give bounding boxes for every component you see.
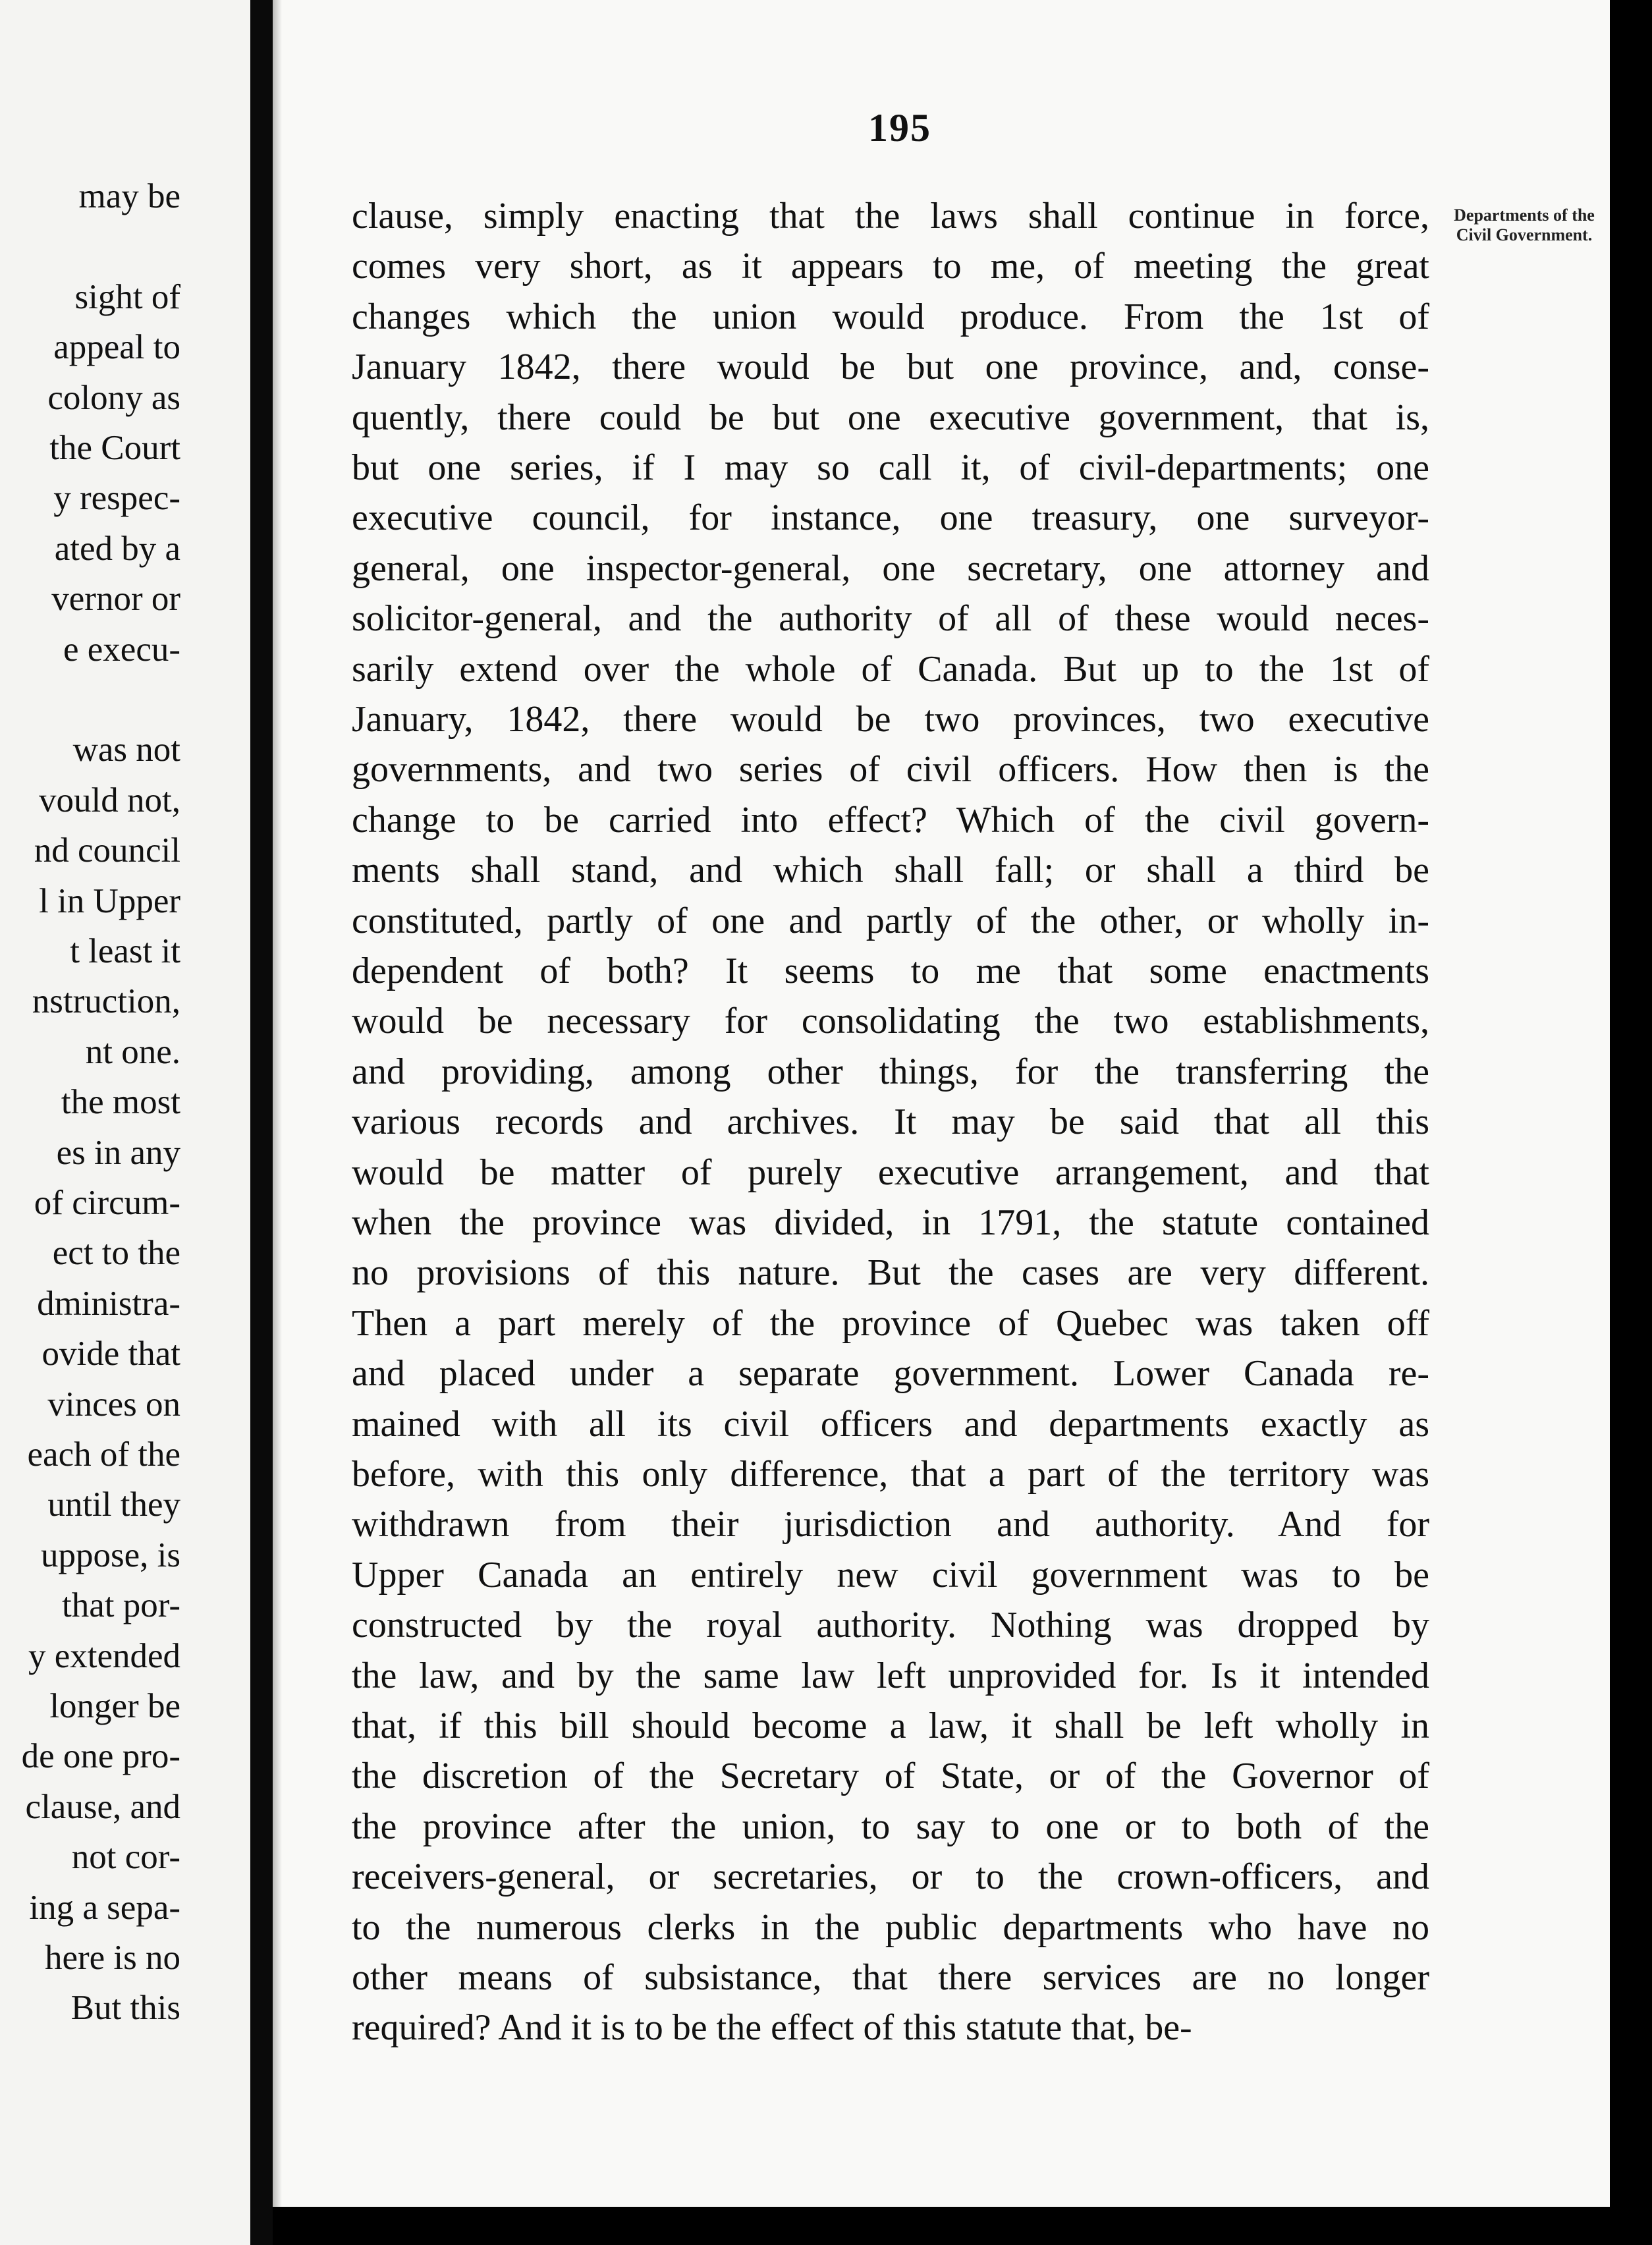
left-page-line: vould not, [39,781,180,819]
body-line: would be necessary for consolidating the two establishments, [352,1001,1429,1042]
left-page-line: until they [47,1485,180,1524]
body-line: constituted, partly of one and partly of the other, or wholly in- [352,900,1429,941]
left-page-line: l in Upper [39,881,180,920]
left-page-line: es in any [56,1133,180,1172]
left-page-line: the Court [49,429,180,467]
left-page-line: sight of [74,277,180,316]
body-line: ments shall stand, and which shall fall; or shall a third be [352,850,1429,891]
body-line: before, with this only difference, that a part of the territory was [352,1454,1429,1495]
body-line: sarily extend over the whole of Canada. But up to the 1st of [352,648,1429,690]
body-line: that, if this bill should become a law, it shall be left wholly in [352,1705,1429,1746]
body-line: general, one inspector-general, one secretary, one attorney and [352,547,1429,589]
left-page-line: y respec- [53,479,180,518]
left-page-line: each of the [27,1435,180,1474]
body-line: mained with all its civil officers and departments exactly as [352,1403,1429,1445]
left-page-line: here is no [44,1939,180,1977]
left-page-line: was not [72,731,180,769]
body-line: constructed by the royal authority. Nothing was dropped by [352,1605,1429,1646]
left-page-fragment [0,0,250,2245]
body-line: other means of subsistance, that there services are no longer [352,1957,1429,1998]
body-line: but one series, if I may so call it, of civil-departments; one [352,447,1429,488]
body-line: and placed under a separate government. Lower Canada re- [352,1353,1429,1395]
left-page-line: e execu- [63,630,180,669]
book-gutter [250,0,273,2245]
left-page-line: uppose, is [41,1536,180,1574]
body-line: no provisions of this nature. But the cases are very different. [352,1252,1429,1294]
body-line: to the numerous clerks in the public departments who have no [352,1906,1429,1948]
left-page-line: t least it [70,932,180,970]
left-page-line: ing a sepa- [29,1888,180,1927]
body-line: executive council, for instance, one treasury, one surveyor- [352,497,1429,539]
body-line: January 1842, there would be but one province, and, conse- [352,346,1429,388]
left-page-line: vernor or [51,580,180,619]
body-line: changes which the union would produce. From the 1st of [352,296,1429,337]
body-line: would be matter of purely executive arrangement, and that [352,1151,1429,1193]
left-page-line: dministra- [37,1284,180,1323]
body-line: January, 1842, there would be two provinces, two executive [352,699,1429,740]
left-page-line: But this [70,1989,180,2028]
body-line: clause, simply enacting that the laws shall continue in force, [352,196,1429,236]
body-line: the province after the union, to say to one or to both of the [352,1806,1429,1847]
body-line: when the province was divided, in 1791, the statute contained [352,1202,1429,1243]
left-page-line: ated by a [54,529,180,568]
left-page-line: nd council [34,831,180,870]
margin-note: Departments of the Civil Government. [1454,206,1595,244]
left-page-line: may be [78,177,180,215]
left-page-line: not cor- [71,1838,180,1877]
body-line: the law, and by the same law left unprovided for. Is it intended [352,1655,1429,1696]
body-line: dependent of both? It seems to me that some enactments [352,951,1429,991]
left-page-line: de one pro- [21,1737,180,1776]
left-page-line: y extended [28,1636,180,1675]
left-page-text [0,0,250,2245]
body-line: required? And it is to be the effect of this statute that, be- [352,2007,1192,2049]
body-line: withdrawn from their jurisdiction and authority. And for [352,1504,1429,1545]
left-page-line: that por- [62,1586,180,1625]
body-line: quently, there could be but one executive government, that is, [352,397,1429,438]
body-line: Then a part merely of the province of Quebec was taken off [352,1302,1429,1344]
body-line: the discretion of the Secretary of State, or of the Governor of [352,1756,1429,1797]
page-number: 195 [868,106,931,150]
bottom-edge [273,2207,1610,2245]
body-line: change to be carried into effect? Which of the civil govern- [352,799,1429,841]
body-line: governments, and two series of civil officers. How then is the [352,749,1429,790]
left-page-line: the most [61,1083,180,1122]
left-page-line: ect to the [52,1234,180,1273]
left-page-line: clause, and [25,1787,180,1826]
body-line: comes very short, as it appears to me, of meeting the great [352,246,1429,287]
left-page-line: longer be [49,1687,180,1725]
page-shadow [273,0,282,2207]
body-line: and providing, among other things, for the transferring the [352,1051,1429,1092]
left-page-line: nt one. [85,1032,180,1071]
left-page-line: nstruction, [32,982,180,1021]
left-page-line: colony as [47,378,180,417]
left-page-line: of circum- [34,1184,180,1222]
body-line: solicitor-general, and the authority of all of these would neces- [352,598,1429,640]
left-page-line: ovide that [41,1335,180,1373]
left-page-line: vinces on [47,1385,180,1424]
body-line: Upper Canada an entirely new civil government was to be [352,1554,1429,1595]
body-line: receivers-general, or secretaries, or to the crown-officers, and [352,1856,1429,1898]
left-page-line: appeal to [53,328,180,367]
right-edge [1610,0,1652,2245]
body-line: various records and archives. It may be said that all this [352,1101,1429,1143]
